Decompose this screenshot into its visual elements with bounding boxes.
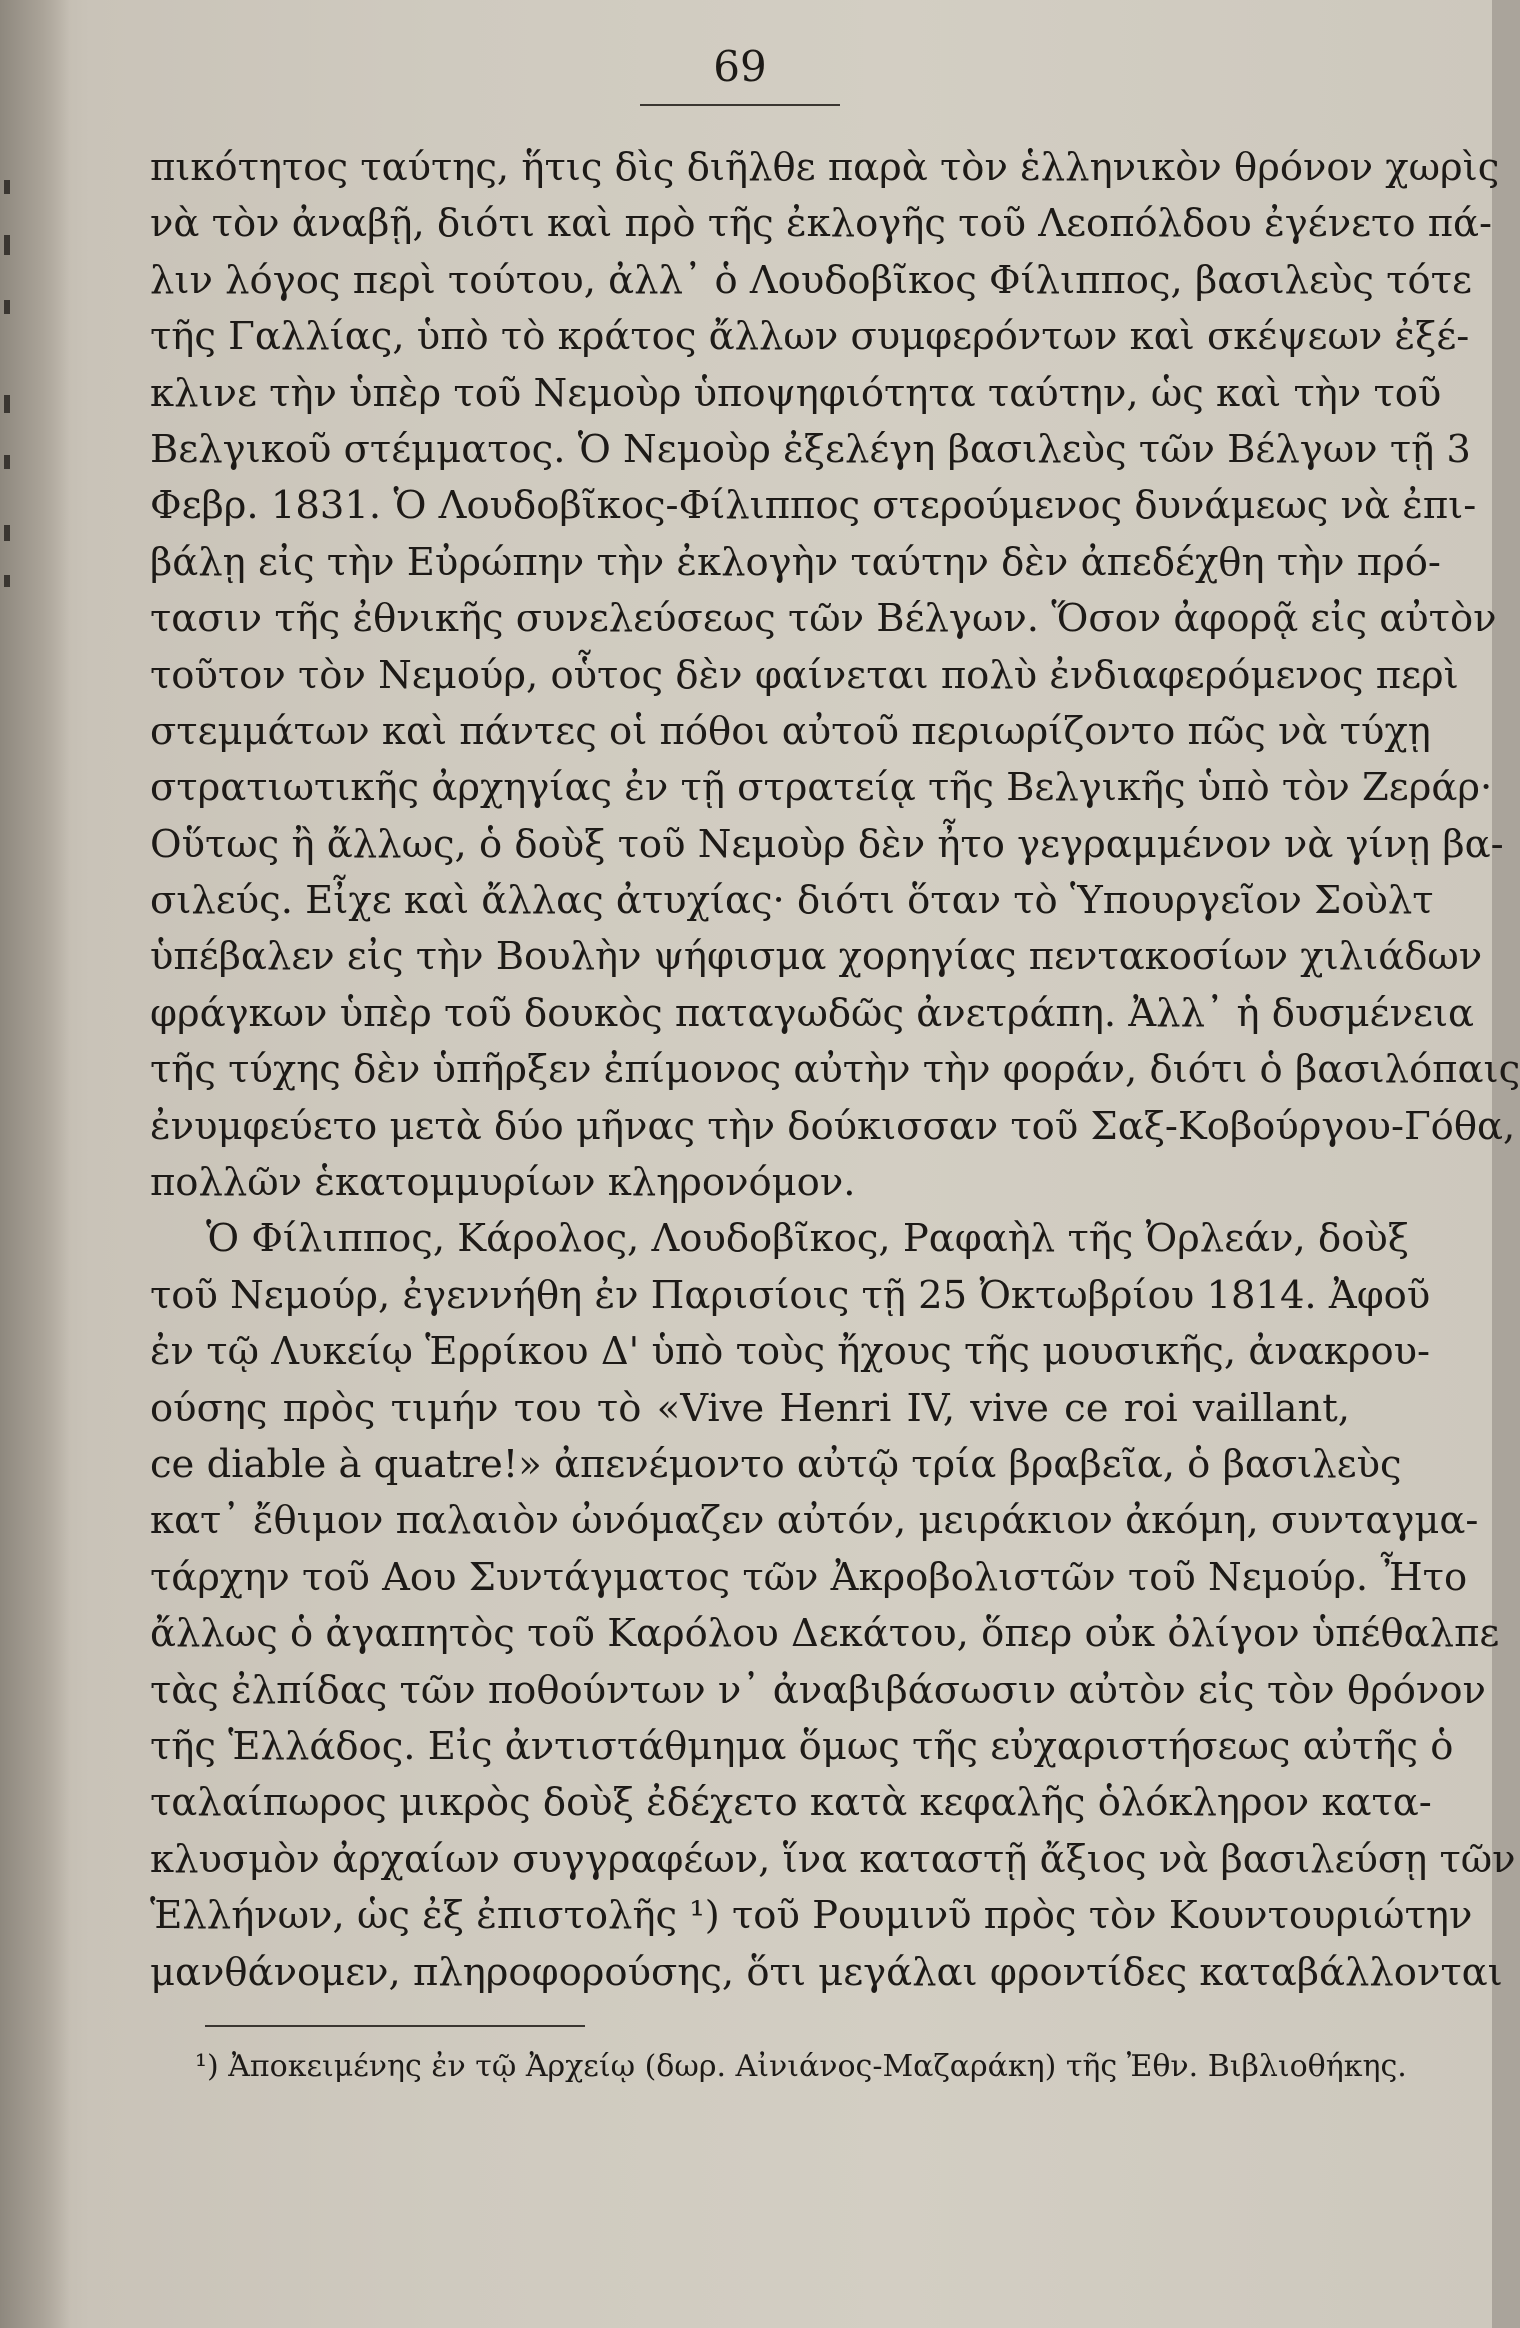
text-line: πολλῶν ἑκατομμυρίων κληρονόμον. <box>150 1160 856 1206</box>
margin-mark <box>4 300 10 314</box>
text-line: ούσης πρὸς τιμήν του τὸ «Vive Henri IV, vive ce roi vaillant, <box>150 1385 1350 1431</box>
margin-mark <box>4 235 10 255</box>
footnote: ¹) Ἀποκειμένης ἐν τῷ Ἀρχείῳ (δωρ. Αἰνιάνος-Μαζαράκη) τῆς Ἐθν. Βιβλιοθήκης. <box>195 2049 1407 2084</box>
text-line: ce diable à quatre!» ἀπενέμοντο αὐτῷ τρία βραβεῖα, ὁ βασιλεὺς <box>150 1441 1402 1487</box>
text-line: τὰς ἐλπίδας τῶν ποθούντων ν᾽ ἀναβιβάσωσιν αὐτὸν εἰς τὸν θρόνον <box>150 1667 1486 1713</box>
text-line: τῆς τύχης δὲν ὑπῆρξεν ἐπίμονος αὐτὴν τὴν φοράν, διότι ὁ βασιλόπαις <box>150 1047 1520 1093</box>
text-line: λιν λόγος περὶ τούτου, ἀλλ᾽ ὁ Λουδοβῖκος Φίλιππος, βασιλεὺς τότε <box>150 257 1472 303</box>
footnote-rule <box>205 2025 585 2027</box>
text-line: ἐν τῷ Λυκείῳ Ἑρρίκου Δ' ὑπὸ τοὺς ἤχους τῆς μουσικῆς, ἀνακρου- <box>150 1329 1431 1375</box>
text-line: κατ᾽ ἔθιμον παλαιὸν ὠνόμαζεν αὐτόν, μειράκιον ἀκόμη, συνταγμα- <box>150 1498 1479 1544</box>
text-line: ἐνυμφεύετο μετὰ δύο μῆνας τὴν δούκισσαν τοῦ Σαξ-Κοβούργου-Γόθα, <box>150 1103 1516 1149</box>
text-line: βάλῃ εἰς τὴν Εὐρώπην τὴν ἐκλογὴν ταύτην δὲν ἀπεδέχθη τὴν πρό- <box>150 539 1441 585</box>
margin-mark <box>4 575 10 587</box>
text-line: κλυσμὸν ἀρχαίων συγγραφέων, ἵνα καταστῇ ἄξιος νὰ βασιλεύσῃ τῶν <box>150 1836 1516 1882</box>
margin-mark <box>4 525 10 541</box>
text-line: ταλαίπωρος μικρὸς δοὺξ ἐδέχετο κατὰ κεφαλῆς ὁλόκληρον κατα- <box>150 1780 1432 1826</box>
text-line: φράγκων ὑπὲρ τοῦ δουκὸς παταγωδῶς ἀνετράπη. Ἀλλ᾽ ἡ δυσμένεια <box>150 990 1475 1036</box>
margin-mark <box>4 395 10 413</box>
text-line: σιλεύς. Εἶχε καὶ ἄλλας ἀτυχίας· διότι ὅταν τὸ Ὑπουργεῖον Σοὺλτ <box>150 878 1434 924</box>
text-line: μανθάνομεν, πληροφορούσης, ὅτι μεγάλαι φροντίδες καταβάλλονται <box>150 1949 1503 1995</box>
margin-mark <box>4 180 10 194</box>
text-line: τῆς Γαλλίας, ὑπὸ τὸ κράτος ἄλλων συμφερόντων καὶ σκέψεων ἐξέ- <box>150 314 1470 360</box>
text-line: τοῦ Νεμούρ, ἐγεννήθη ἐν Παρισίοις τῇ 25 Ὀκτωβρίου 1814. Ἀφοῦ <box>150 1272 1431 1318</box>
text-line: στεμμάτων καὶ πάντες οἱ πόθοι αὐτοῦ περιωρίζοντο πῶς νὰ τύχῃ <box>150 708 1431 754</box>
text-line: νὰ τὸν ἀναβῇ, διότι καὶ πρὸ τῆς ἐκλογῆς τοῦ Λεοπόλδου ἐγένετο πά- <box>150 201 1493 247</box>
text-line: Ὁ Φίλιππος, Κάρολος, Λουδοβῖκος, Ραφαὴλ τῆς Ὀρλεάν, δοὺξ <box>206 1216 1409 1262</box>
page-number: 69 <box>713 42 767 91</box>
text-line: Φεβρ. 1831. Ὁ Λουδοβῖκος-Φίλιππος στερούμενος δυνάμεως νὰ ἐπι- <box>150 483 1477 529</box>
text-line: πικότητος ταύτης, ἥτις δὶς διῆλθε παρὰ τὸν ἑλληνικὸν θρόνον χωρὶς <box>150 145 1500 190</box>
text-line: Βελγικοῦ στέμματος. Ὁ Νεμοὺρ ἐξελέγη βασιλεὺς τῶν Βέλγων τῇ 3 <box>150 426 1471 472</box>
text-line: τῆς Ἑλλάδος. Εἰς ἀντιστάθμημα ὅμως τῆς εὐχαριστήσεως αὐτῆς ὁ <box>150 1723 1454 1769</box>
text-line: κλινε τὴν ὑπὲρ τοῦ Νεμοὺρ ὑποψηφιότητα ταύτην, ὡς καὶ τὴν τοῦ <box>150 370 1442 416</box>
margin-mark <box>4 455 10 469</box>
page-gutter-shadow <box>0 0 70 2328</box>
page-number-rule <box>640 104 840 106</box>
body-text <box>150 140 1520 2001</box>
text-line: τάρχην τοῦ Αου Συντάγματος τῶν Ἀκροβολιστῶν τοῦ Νεμούρ. Ἦτο <box>150 1554 1468 1600</box>
text-line: στρατιωτικῆς ἀρχηγίας ἐν τῇ στρατείᾳ τῆς Βελγικῆς ὑπὸ τὸν Ζεράρ· <box>150 765 1493 811</box>
text-line: τοῦτον τὸν Νεμούρ, οὗτος δὲν φαίνεται πολὺ ἐνδιαφερόμενος περὶ <box>150 652 1459 698</box>
text-line: ὑπέβαλεν εἰς τὴν Βουλὴν ψήφισμα χορηγίας πεντακοσίων χιλιάδων <box>150 934 1483 980</box>
text-line: τασιν τῆς ἐθνικῆς συνελεύσεως τῶν Βέλγων. Ὅσον ἀφορᾷ εἰς αὐτὸν <box>150 596 1497 642</box>
text-line: Οὕτως ἢ ἄλλως, ὁ δοὺξ τοῦ Νεμοὺρ δὲν ἦτο γεγραμμένον νὰ γίνῃ βα- <box>150 821 1504 867</box>
text-line: ἄλλως ὁ ἀγαπητὸς τοῦ Καρόλου Δεκάτου, ὅπερ οὐκ ὀλίγον ὑπέθαλπε <box>150 1611 1500 1657</box>
text-line: Ἑλλήνων, ὡς ἐξ ἐπιστολῆς ¹) τοῦ Ρουμινῦ πρὸς τὸν Κουντουριώτην <box>150 1893 1473 1939</box>
